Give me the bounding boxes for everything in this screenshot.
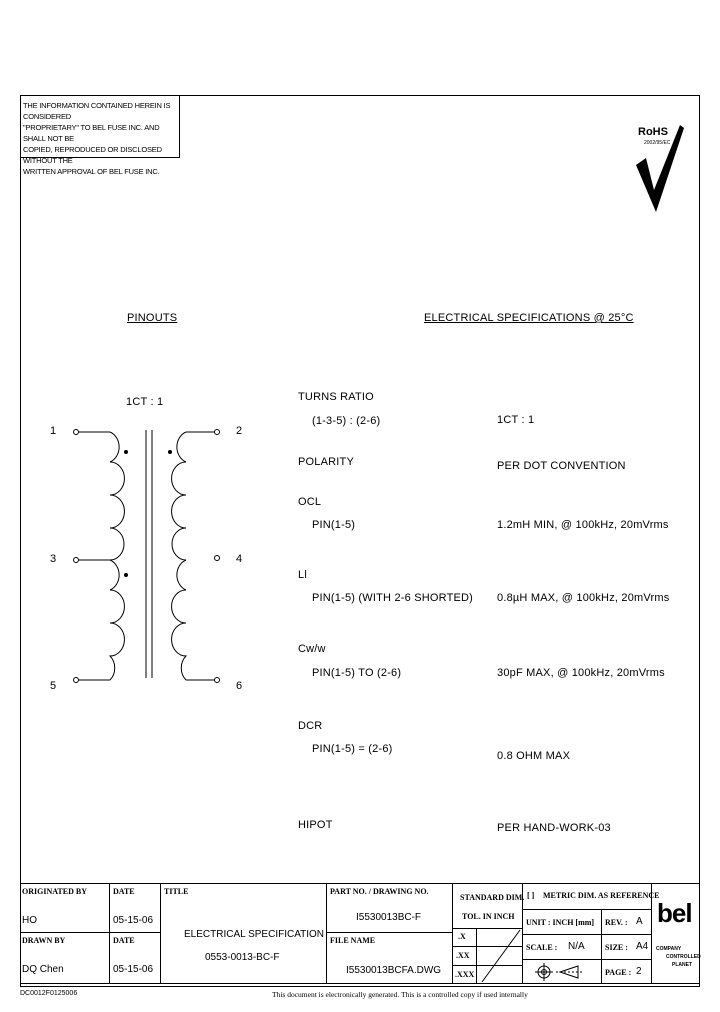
pin-label: 4 [236,553,243,565]
projection-symbol-icon [534,962,586,982]
drawn-by-value: DQ Chen [22,964,64,975]
scale-label: SCALE : [526,943,558,952]
originated-by-value: HO [22,915,37,926]
rohs-mark [628,120,688,215]
polarity-dot [168,450,172,454]
pinouts-heading: PINOUTS [127,312,178,324]
file-name-value: I5530013BCFA.DWG [346,965,442,976]
unit-label: UNIT : INCH [mm] [526,918,595,927]
spec-condition: (1-3-5) : (2-6) [312,415,381,427]
spec-value: 1CT : 1 [497,414,535,426]
company-line: COMPANY [656,946,682,952]
spec-label: OCL [298,496,322,508]
rohs-title: RoHS [638,126,668,138]
transformer-ratio-label: 1CT : 1 [126,396,164,408]
title-line1: ELECTRICAL SPECIFICATION [184,929,325,940]
notice-line: "PROPRIETARY" TO BEL FUSE INC. AND SHALL NOT BE [23,123,160,143]
spec-label: Ll [298,569,307,581]
originated-by-label: ORIGINATED BY [22,887,87,896]
tol-diagonal [452,928,523,984]
pin-label: 2 [236,425,243,437]
size-value: A4 [636,941,649,952]
company-line: PLANET [672,962,692,968]
title-line2: 0553-0013-BC-F [205,952,280,963]
tol-row-label: .X [458,932,466,941]
bel-logo: bel [657,898,692,928]
date-label: DATE [113,936,135,945]
polarity-dot [124,450,128,454]
tol-label: TOL. IN INCH [462,912,515,921]
rohs-subtitle: 2002/95/EC [644,140,671,146]
proprietary-notice [20,95,180,176]
specs-heading: ELECTRICAL SPECIFICATIONS @ 25°C [424,312,634,324]
document-code: DC0012F0125006 [20,990,78,997]
size-label: SIZE : [605,943,628,952]
std-dim-label: STANDARD DIM. [460,893,525,902]
spec-value: 30pF MAX, @ 100kHz, 20mVrms [497,667,665,679]
rev-value: A [636,916,643,927]
spec-label: Cw/w [298,643,326,655]
spec-label: DCR [298,720,323,732]
notice-line: THE INFORMATION CONTAINED HEREIN IS CONSIDERED [23,101,171,121]
spec-value: 0.8 OHM MAX [497,750,571,762]
title-label: TITLE [164,887,189,896]
rev-label: REV. : [605,918,628,927]
spec-label: POLARITY [298,456,355,468]
notice-line: COPIED, REPRODUCED OR DISCLOSED WITHOUT THE [23,145,162,165]
page-value: 2 [636,966,642,977]
company-line: CONTROLLED [666,954,701,960]
page-label: PAGE : [605,968,632,977]
part-no-value: I5530013BC-F [356,912,422,923]
notice-line: WRITTEN APPROVAL OF BEL FUSE INC. [23,167,160,176]
polarity-dot [124,573,128,577]
date-value: 05-15-06 [113,915,154,926]
date-label: DATE [113,887,135,896]
tolerance-table [452,928,523,984]
spec-label: HIPOT [298,819,333,831]
spec-value: PER HAND-WORK-03 [497,822,611,834]
control-statement: This document is electronically generated. This is a controlled copy if used internally [272,990,528,999]
spec-value: PER DOT CONVENTION [497,460,626,472]
spec-value: 0.8µH MAX, @ 100kHz, 20mVrms [497,592,670,604]
file-name-label: FILE NAME [330,936,376,945]
part-no-label: PART NO. / DRAWING NO. [330,887,429,896]
metric-label: METRIC DIM. AS REFERENCE [543,891,660,900]
pin-label: 5 [50,680,57,692]
tol-row-label: .XX [456,951,470,960]
spec-condition: PIN(1-5) TO (2-6) [312,667,402,679]
drawn-by-label: DRAWN BY [22,936,66,945]
tol-row-label: .XXX [455,970,475,979]
pin-label: 3 [50,553,57,565]
spec-value: 1.2mH MIN, @ 100kHz, 20mVrms [497,519,669,531]
date-value: 05-15-06 [113,964,154,975]
pin-label: 1 [50,425,57,437]
spec-condition: PIN(1-5) = (2-6) [312,743,393,755]
pin-label: 6 [236,680,243,692]
scale-value: N/A [568,941,585,952]
spec-condition: PIN(1-5) (WITH 2-6 SHORTED) [312,592,474,604]
metric-checkbox-icon: [ ] [527,891,535,900]
spec-condition: PIN(1-5) [312,519,356,531]
spec-label: TURNS RATIO [298,391,374,403]
